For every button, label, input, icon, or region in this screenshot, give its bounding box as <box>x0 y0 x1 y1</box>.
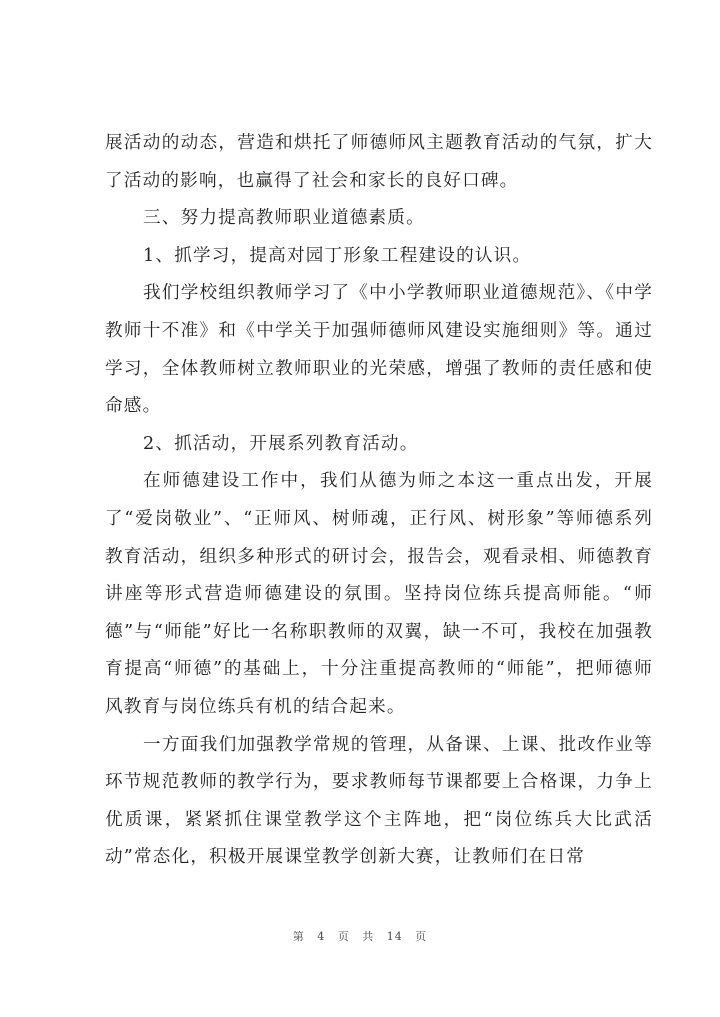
section-heading: 三、努力提高教师职业道德素质。 <box>143 208 425 229</box>
page-number-footer: 第 4 页 共 14 页 <box>292 930 428 943</box>
document-body <box>105 125 653 877</box>
subsection-heading: 1、抓学习，提高对园丁形象工程建设的认识。 <box>143 245 532 266</box>
paragraph: 一方面我们加强教学常规的管理，从备课、上课、批改作业等环节规范教师的教学行为，要求教师每节课都要上合格课，力争上优质课，紧紧抓住课堂教学这个主阵地，把“岗位练兵大比武活动”常态化，积极开展课堂教学创新大赛，让教师们在日常 <box>105 734 653 868</box>
paragraph: 在师德建设工作中，我们从德为师之本这一重点出发，开展了“爱岗敬业”、“正师风、树师魂，正行风、树形象”等师德系列教育活动，组织多种形式的研讨会，报告会，观看录相、师德教育讲座等形式营造师德建设的氛围。坚持岗位练兵提高师能。“师德”与“师能”好比一名称职教师的双翼，缺一不可，我校在加强教育提高“师德”的基础上，十分注重提高教师的“师能”，把师德师风教育与岗位练兵有机的结合起来。 <box>105 471 653 717</box>
paragraph-continuation: 展活动的动态，营造和烘托了师德师风主题教育活动的气氛，扩大了活动的影响，也赢得了社会和家长的良好口碑。 <box>105 133 653 191</box>
subsection-heading: 2、抓活动，开展系列教育活动。 <box>143 433 419 454</box>
paragraph: 我们学校组织教师学习了《中小学教师职业道德规范》、《中学教师十不准》和《中学关于加强师德师风建设实施细则》等。通过学习，全体教师树立教师职业的光荣感，增强了教师的责任感和使命感。 <box>105 283 653 417</box>
